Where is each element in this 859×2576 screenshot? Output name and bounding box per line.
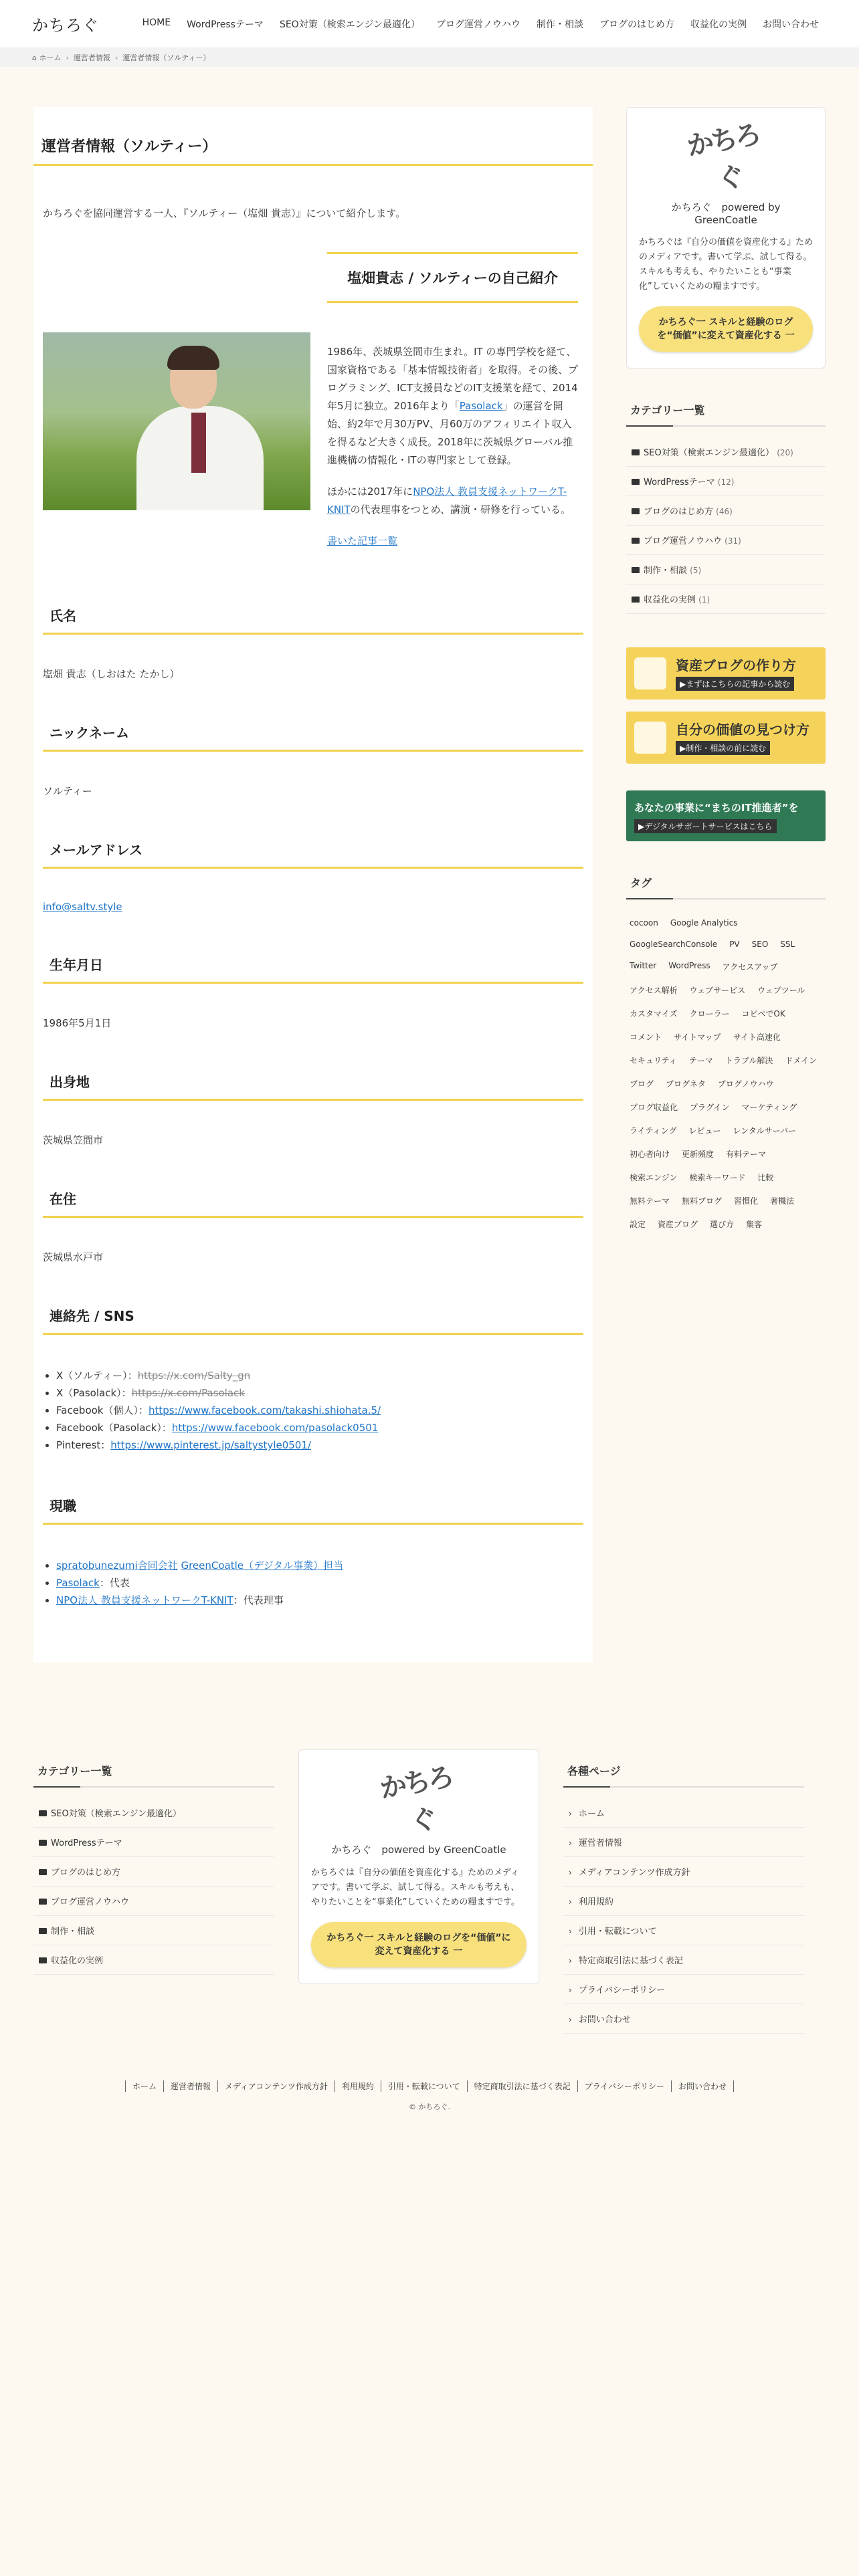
footer-nav-item[interactable]: プライバシーポリシー (577, 2080, 671, 2092)
facebook-pasolack-link[interactable]: https://www.facebook.com/pasolack0501 (171, 1422, 379, 1434)
tag-item[interactable]: アクセスアップ (722, 962, 778, 972)
folder-icon (632, 597, 640, 603)
section-heading: 生年月日 (43, 954, 583, 984)
tag-item[interactable]: 検索エンジン (630, 1173, 678, 1182)
x-pasolack-link[interactable]: https://x.com/Pasolack (131, 1387, 245, 1399)
widget-name: かちろぐ powered by GreenCoatle (671, 201, 781, 226)
category-item[interactable]: ブログ運営ノウハウ (31) (626, 526, 826, 555)
chevron-right-icon: › (569, 2015, 572, 2024)
footer-page-item[interactable]: › 引用・転載について (563, 1916, 804, 1945)
bio-text: 」の運営を開始、約2年で月30万PV、月60万のアフィリエイト収入を得るなど大きく成長。2018年に茨城県グローバル推進機構の情報化・ITの専門家として登録。 (327, 400, 573, 466)
section-residence (33, 1188, 593, 1264)
tag-item[interactable]: 更新頻度 (682, 1150, 714, 1159)
banner-find-value[interactable]: 自分の価値の見つけ方 ▶制作・相談の前に読む (626, 712, 826, 764)
tag-item[interactable]: 設定 (630, 1220, 646, 1229)
articles-link[interactable]: 書いた記事一覧 (327, 535, 398, 547)
bio-text: の代表理事をつとめ、講演・研修を行っている。 (350, 504, 571, 516)
global-nav (134, 17, 827, 31)
profile-heading: 塩畑貴志 / ソルティーの自己紹介 (327, 252, 578, 303)
folder-icon (39, 1840, 47, 1846)
tag-item[interactable]: 初心者向け (630, 1150, 670, 1159)
nav-home[interactable]: HOME (142, 17, 171, 28)
footer-widget-description: かちろぐは『自分の価値を資産化する』ためのメディアです。書いて学ぶ、試して得る。スキルも考えも、やりたいことを“事業化”していくための糧ますです。 (311, 1868, 520, 1907)
copyright: © かちろぐ. (409, 2103, 450, 2111)
pasolack-job-link[interactable]: Pasolack (56, 1577, 100, 1589)
chevron-right-icon: › (569, 1868, 572, 1877)
main-content (33, 107, 593, 1662)
chevron-right-icon: › (66, 53, 69, 62)
tag-item[interactable]: SSL (780, 940, 795, 949)
home-icon: ⌂ (32, 53, 39, 62)
section-value: 茨城県水戸市 (43, 1251, 104, 1263)
footer-page-item[interactable]: › 運営者情報 (563, 1828, 804, 1857)
nav-blog-knowhow[interactable]: ブログ運営ノウハウ (436, 19, 520, 30)
about-button[interactable]: かちろぐ一 スキルと経験のログを“価値”に変えて資産化する 一 (639, 306, 813, 352)
sns-list (43, 1367, 583, 1454)
chevron-right-icon: › (569, 1985, 572, 1995)
category-item[interactable]: 制作・相談 (5) (626, 555, 826, 584)
list-item: • Facebook（個人）：https://www.facebook.com/takashi.shiohata.5/ (56, 1402, 583, 1419)
email-link[interactable]: info@saltv.style (43, 901, 122, 913)
pinterest-link[interactable]: https://www.pinterest.jp/saltystyle0501/ (110, 1439, 311, 1451)
tag-item[interactable]: SEO (751, 940, 769, 949)
tag-item[interactable]: セキュリティ (630, 1056, 677, 1065)
footer-category-item[interactable]: ブログ運営ノウハウ (33, 1887, 274, 1916)
footer-page-item[interactable]: › メディアコンテンツ作成方針 (563, 1857, 804, 1887)
chevron-right-icon: › (569, 1809, 572, 1818)
tag-item[interactable]: ライティング (630, 1126, 677, 1136)
tknit-link[interactable]: NPO法人 教員支援ネットワークT-KNIT (327, 486, 567, 516)
footer-nav-item[interactable]: お問い合わせ (671, 2080, 734, 2092)
profile-block (33, 252, 593, 564)
section-birthday (33, 954, 593, 1030)
bio-paragraph (327, 483, 578, 519)
category-item[interactable]: ブログのはじめ方 (46) (626, 496, 826, 526)
tag-item[interactable]: サイト高速化 (733, 1033, 781, 1042)
greencoatle-link[interactable]: GreenCoatle（デジタル事業）担当 (181, 1560, 344, 1572)
tag-item[interactable]: ウェブツール (757, 986, 805, 995)
chevron-right-icon: › (569, 1897, 572, 1907)
tag-item[interactable]: 集客 (746, 1220, 763, 1229)
lead-text: かちろぐを協同運営する一人、『ソルティー（塩畑 貴志）』について紹介します。 (43, 207, 406, 219)
tag-item[interactable]: GoogleSearchConsole (630, 940, 718, 949)
tag-item[interactable]: レンタルサーバー (733, 1126, 797, 1136)
tag-cloud (626, 910, 826, 1232)
footer-nav-item[interactable]: 特定商取引法に基づく表記 (467, 2080, 577, 2092)
tag-item[interactable]: クローラー (689, 1009, 730, 1018)
section-value: 茨城県笠間市 (43, 1134, 104, 1146)
folder-icon (39, 1957, 47, 1963)
bio-text: 1986年、茨城県笠間市生まれ。IT の専門学校を経て、国家資格である「基本情報技術者」を取得。その後、プログラミング、ICT支援員などのIT支援業を経て、2014年5月に独立。2016年より「 (327, 346, 579, 412)
section-value: 塩畑 貴志（しおはた たかし） (43, 668, 180, 680)
page-title: 運営者情報（ソルティー） (33, 107, 593, 166)
footer-page-item[interactable]: › お問い合わせ (563, 2004, 804, 2034)
site-header (0, 0, 859, 48)
section-heading: 在住 (43, 1188, 583, 1218)
section-hometown (33, 1071, 593, 1147)
breadcrumb-current: 運営者情報（ソルティー） (122, 53, 211, 62)
footer-nav (0, 2080, 859, 2092)
tag-title: タグ (626, 868, 826, 899)
footer-nav-item[interactable]: 利用規約 (335, 2080, 381, 2092)
footer-nav-item[interactable]: メディアコンテンツ作成方針 (217, 2080, 335, 2092)
banner-asset-blog[interactable]: 資産ブログの作り方 ▶まずはこちらの記事から読む (626, 647, 826, 700)
folder-icon (632, 449, 640, 455)
footer-page-item[interactable]: › プライバシーポリシー (563, 1975, 804, 2004)
banner-digital-support[interactable]: あなたの事業に“まちのIT推進者”を ▶デジタルサポートサービスはこちら (626, 790, 826, 841)
list-item: • NPO法人 教員支援ネットワークT-KNIT：代表理事 (56, 1592, 583, 1609)
list-item: • X（Pasolack）：https://x.com/Pasolack (56, 1384, 583, 1402)
sidebar (626, 107, 826, 1662)
nav-wordpress[interactable]: WordPressテーマ (187, 19, 264, 30)
tag-item[interactable]: Google Analytics (670, 918, 738, 928)
tag-item[interactable]: PV (729, 940, 740, 949)
bio-paragraph (327, 343, 578, 469)
tag-item[interactable]: トラブル解決 (725, 1056, 773, 1065)
tag-item[interactable]: レビュー (688, 1126, 721, 1136)
coin-icon (634, 722, 666, 754)
category-list (626, 437, 826, 614)
chevron-right-icon: › (569, 1838, 572, 1848)
footer-page-item[interactable]: › ホーム (563, 1798, 804, 1828)
profile-photo (43, 332, 310, 510)
footer-nav-item[interactable]: ホーム (125, 2080, 163, 2092)
footer-profile-widget (298, 1749, 539, 1984)
folder-icon (632, 508, 640, 514)
tag-item[interactable]: WordPress (668, 961, 710, 970)
tag-item[interactable]: 検索キーワード (689, 1173, 746, 1182)
facebook-personal-link[interactable]: https://www.facebook.com/takashi.shiohata.5/ (148, 1404, 381, 1416)
tag-item[interactable]: コピペでOK (741, 1009, 785, 1018)
tag-item[interactable]: 習慣化 (734, 1196, 759, 1206)
chevron-right-icon: › (569, 1956, 572, 1965)
folder-icon (632, 567, 640, 573)
tag-item[interactable]: Twitter (630, 961, 657, 970)
section-sns (33, 1305, 593, 1454)
footer-nav-item[interactable]: 引用・転載について (381, 2080, 467, 2092)
section-heading: 連絡先 / SNS (43, 1305, 583, 1335)
folder-icon (39, 1810, 47, 1816)
list-item: • X（ソルティー）：https://x.com/Salty_gn (56, 1367, 583, 1384)
tag-item[interactable]: 資産ブログ (658, 1220, 698, 1229)
footer-pages-list (563, 1798, 804, 2034)
category-item[interactable]: SEO対策（検索エンジン最適化） (20) (626, 437, 826, 467)
job-list (43, 1557, 583, 1609)
tag-item[interactable]: カスタマイズ (630, 1009, 678, 1018)
nav-production[interactable]: 制作・相談 (537, 19, 583, 30)
section-heading: 氏名 (43, 605, 583, 635)
tag-item[interactable]: 無料テーマ (630, 1196, 670, 1206)
nav-seo[interactable]: SEO対策（検索エンジン最適化） (279, 19, 420, 30)
chevron-right-icon: › (569, 1927, 572, 1936)
tag-item[interactable]: プラグイン (690, 1103, 730, 1112)
section-heading: ニックネーム (43, 722, 583, 752)
section-heading: 現職 (43, 1495, 583, 1525)
breadcrumb (0, 48, 859, 67)
folder-icon (39, 1928, 47, 1934)
nav-monetize[interactable]: 収益化の実例 (690, 19, 747, 30)
tag-item[interactable]: 選び方 (710, 1220, 735, 1229)
section-heading: メールアドレス (43, 839, 583, 869)
footer-category-title: カテゴリー一覧 (33, 1756, 274, 1788)
list-item: • Pasolack：代表 (56, 1574, 583, 1592)
folder-icon (39, 1869, 47, 1875)
list-item (56, 1557, 583, 1574)
nav-contact[interactable]: お問い合わせ (763, 19, 819, 30)
x-salty-link[interactable]: https://x.com/Salty_gn (137, 1370, 251, 1382)
section-value: 1986年5月1日 (43, 1017, 112, 1029)
tag-item[interactable]: テーマ (688, 1056, 713, 1065)
tag-item[interactable]: アクセス解析 (630, 986, 678, 995)
footer-category-item[interactable]: 収益化の実例 (33, 1945, 274, 1975)
section-email (33, 839, 593, 913)
section-job (33, 1495, 593, 1609)
mascot-logo: かちろぐ (684, 119, 761, 196)
profile-widget (626, 107, 826, 368)
footer-page-item[interactable]: › 特定商取引法に基づく表記 (563, 1945, 804, 1975)
category-title: カテゴリー一覧 (626, 395, 826, 427)
widget-description: かちろぐは『自分の価値を資産化する』ためのメディアです。書いて学ぶ、試して得る。スキルも考えも、やりたいことも“事業化”していくための糧ますです。 (639, 237, 814, 292)
footer-category-item[interactable]: SEO対策（検索エンジン最適化） (33, 1798, 274, 1828)
tag-item[interactable]: 著機法 (770, 1196, 795, 1206)
site-footer (0, 1729, 859, 2139)
tag-item[interactable]: ブログノウハウ (717, 1079, 774, 1089)
footer-page-item[interactable]: › 利用規約 (563, 1887, 804, 1916)
tag-item[interactable]: 比較 (757, 1173, 774, 1182)
site-logo[interactable]: かちろぐ (32, 16, 99, 35)
category-item[interactable]: 収益化の実例 (1) (626, 584, 826, 614)
folder-icon (632, 538, 640, 544)
category-item[interactable]: WordPressテーマ (12) (626, 467, 826, 496)
folder-icon (632, 479, 640, 485)
company-link[interactable]: spratobunezumi合同会社 (56, 1560, 178, 1572)
book-icon (634, 657, 666, 689)
section-heading: 出身地 (43, 1071, 583, 1101)
bio-text: ほかには2017年に (327, 486, 413, 498)
tag-item[interactable]: ウェブサービス (689, 986, 746, 995)
section-name (33, 605, 593, 681)
folder-icon (39, 1899, 47, 1905)
tag-item[interactable]: cocoon (630, 918, 658, 928)
tag-item[interactable]: ブログネタ (666, 1079, 706, 1089)
tag-item[interactable]: コメント (630, 1033, 662, 1042)
chevron-right-icon: › (114, 53, 118, 62)
mascot-logo: かちろぐ (377, 1761, 454, 1838)
footer-category-item[interactable]: WordPressテーマ (33, 1828, 274, 1857)
tknit-job-link[interactable]: NPO法人 教員支援ネットワークT-KNIT (56, 1594, 233, 1606)
tag-item[interactable]: ブログ収益化 (630, 1103, 678, 1112)
footer-pages-title: 各種ページ (563, 1756, 804, 1788)
tag-item[interactable]: ドメイン (785, 1056, 817, 1065)
list-item: • Pinterest：https://www.pinterest.jp/saltystyle0501/ (56, 1436, 583, 1454)
section-nickname (33, 722, 593, 798)
section-value: ソルティー (43, 785, 92, 797)
breadcrumb-operator[interactable]: 運営者情報 (73, 53, 110, 62)
footer-category-item[interactable]: 制作・相談 (33, 1916, 274, 1945)
breadcrumb-home[interactable]: ホーム (39, 53, 62, 62)
footer-widget-name: かちろぐ powered by GreenCoatle (331, 1844, 506, 1856)
tag-item[interactable]: マーケティング (741, 1103, 797, 1112)
tag-item[interactable]: サイトマップ (674, 1033, 721, 1042)
pasolack-link[interactable]: Pasolack (459, 400, 503, 412)
tag-item[interactable]: 有料テーマ (726, 1150, 767, 1159)
footer-nav-item[interactable]: 運営者情報 (163, 2080, 217, 2092)
nav-blog-start[interactable]: ブログのはじめ方 (599, 19, 674, 30)
footer-category-item[interactable]: ブログのはじめ方 (33, 1857, 274, 1887)
list-item: • Facebook（Pasolack）：https://www.facebook.com/pasolack0501 (56, 1419, 583, 1436)
footer-about-button[interactable]: かちろぐ一 スキルと経験のログを“価値”に変えて資産化する 一 (311, 1922, 527, 1967)
tag-item[interactable]: ブログ (630, 1079, 654, 1089)
tag-item[interactable]: 無料ブログ (682, 1196, 723, 1206)
footer-category-list (33, 1798, 274, 1975)
